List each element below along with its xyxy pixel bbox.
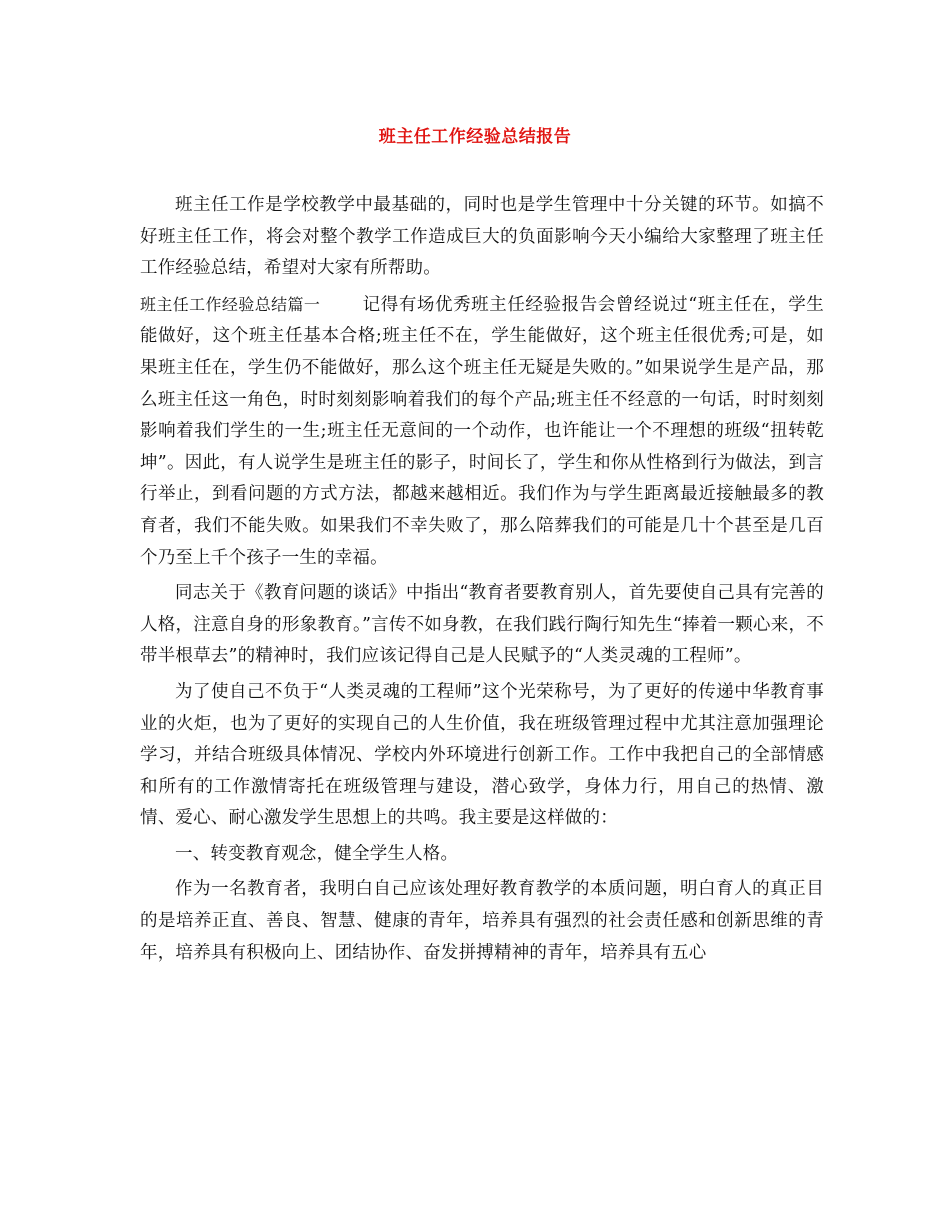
document-body xyxy=(140,190,824,973)
paragraph-2: 同志关于《教育问题的谈话》中指出“教育者要教育别人，首先要使自己具有完善的人格，注意自身的形象教育。”言传不如身教，在我们践行陶行知先生“捧着一颗心来，不带半根草去”的精神时，我们应该记得自己是人民赋予的“人类灵魂的工程师”。 xyxy=(140,583,824,667)
intro-paragraph: 班主任工作是学校教学中最基础的，同时也是学生管理中十分关键的环节。如搞不好班主任工作，将会对整个教学工作造成巨大的负面影响今天小编给大家整理了班主任工作经验总结，希望对大家有所帮助。 xyxy=(140,195,824,279)
document-title: 班主任工作经验总结报告 xyxy=(378,127,572,147)
section-text: 记得有场优秀班主任经验报告会曾经说过“班主任在，学生能做好，这个班主任基本合格;班主任不在，学生能做好，这个班主任很优秀;可是，如果班主任在，学生仍不能做好，那么这个班主任无疑是失败的。”如果说学生是产品，那么班主任这一角色，时时刻刻影响着我们的每个产品;班主任不经意的一句话，时时刻刻影响着我们学生的一生;班主任无意间的一个动作，也许能让一个不理想的班级“扭转乾坤”。因此，有人说学生是班主任的影子，时间长了，学生和你从性格到行为做法，到言行举止，到看问题的方式方法，都越来越相近。我们作为与学生距离最近接触最多的教育者，我们不能失败。如果我们不幸失败了，那么陪葬我们的可能是几十个甚至是几百个乃至上千个孩子一生的幸福。 xyxy=(140,294,824,568)
point-1-heading: 一、转变教育观念，健全学生人格。 xyxy=(175,843,459,864)
section-paragraph xyxy=(140,289,824,574)
paragraph-3: 为了使自己不负于“人类灵魂的工程师”这个光荣称号，为了更好的传递中华教育事业的火炬，也为了更好的实现自己的人生价值，我在班级管理过程中尤其注意加强理论学习，并结合班级具体情况、学校内外环境进行创新工作。工作中我把自己的全部情感和所有的工作激情寄托在班级管理与建设，潜心致学，身体力行，用自己的热情、激情、爱心、耐心激发学生思想上的共鸣。我主要是这样做的： xyxy=(140,681,824,829)
paragraph-4: 作为一名教育者，我明白自己应该处理好教育教学的本质问题，明白育人的真正目的是培养正直、善良、智慧、健康的青年，培养具有强烈的社会责任感和创新思维的青年，培养具有积极向上、团结协作、奋发拼搏精神的青年，培养具有五心 xyxy=(140,879,824,963)
section-heading: 班主任工作经验总结篇一 xyxy=(140,294,321,314)
